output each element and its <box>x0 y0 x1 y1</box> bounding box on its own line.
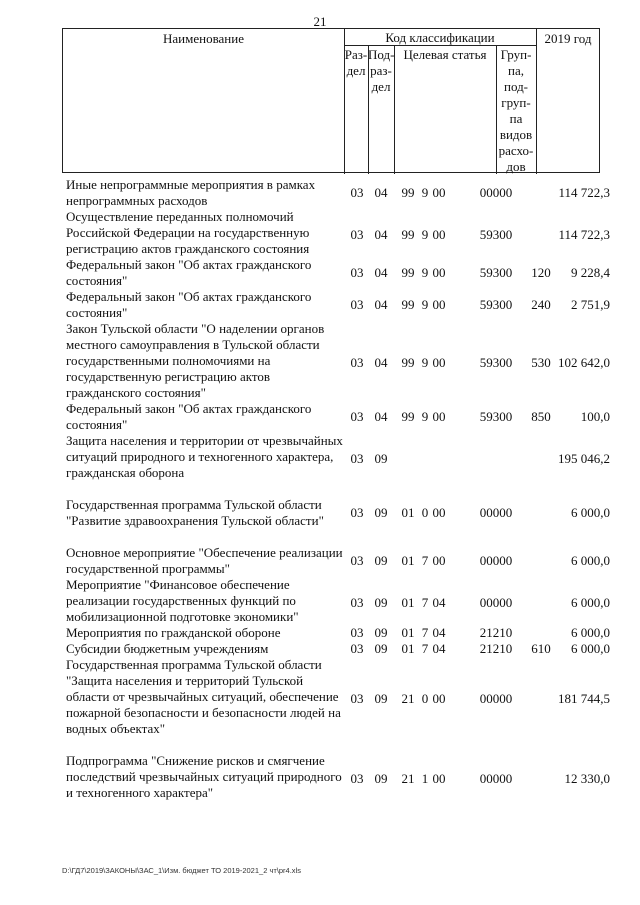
code-program: 99 <box>401 227 415 242</box>
row-name: Федеральный закон "Об актах гражданского состояния" <box>66 257 312 288</box>
code-event: 00 <box>432 771 446 786</box>
row-name: Государственная программа Тульской области "Развитие здравоохранения Тульской области" <box>66 497 324 528</box>
row-name: Основное мероприятие "Обеспечение реализации государственной программы" <box>66 545 343 576</box>
header-classification: Код классификации <box>385 30 495 45</box>
code-expense-type: 850 <box>531 409 551 424</box>
amount-2019: 114 722,3 <box>558 227 610 242</box>
code-direction: 00000 <box>479 691 513 706</box>
row-name: Государственная программа Тульской области "Защита населения и территорий Тульской области от чрезвычайных ситуаций, обеспечение пожарной безопасности и безопасности людей на водных объектах" <box>66 657 341 736</box>
code-program: 99 <box>401 297 415 312</box>
code-subprogram: 9 <box>421 297 429 312</box>
divider <box>394 45 395 174</box>
code-subprogram: 9 <box>421 227 429 242</box>
code-razdel: 03 <box>350 505 364 520</box>
code-podrazdel: 09 <box>374 691 388 706</box>
table-row <box>62 177 610 209</box>
code-razdel: 03 <box>350 595 364 610</box>
code-program: 99 <box>401 185 415 200</box>
code-podrazdel: 09 <box>374 771 388 786</box>
header-razdel: Раз- дел <box>344 47 368 78</box>
code-razdel: 03 <box>350 185 364 200</box>
footer-file-path: D:\ГД7\2019\ЗАКОНЫ\ЗАС_1\Изм. бюджет ТО 2019-2021_2 чт\pr4.xls <box>62 866 301 875</box>
row-name: Федеральный закон "Об актах гражданского состояния" <box>66 401 312 432</box>
code-razdel: 03 <box>350 625 364 640</box>
code-podrazdel: 04 <box>374 297 388 312</box>
code-program: 01 <box>401 595 415 610</box>
header-group: Груп- па, под- груп- па видов расхо- дов <box>498 47 534 174</box>
code-podrazdel: 09 <box>374 641 388 656</box>
code-program: 21 <box>401 691 415 706</box>
code-razdel: 03 <box>350 451 364 466</box>
code-podrazdel: 04 <box>374 185 388 200</box>
amount-2019: 6 000,0 <box>571 553 610 568</box>
code-podrazdel: 04 <box>374 227 388 242</box>
code-razdel: 03 <box>350 641 364 656</box>
code-razdel: 03 <box>350 409 364 424</box>
code-event: 04 <box>432 625 446 640</box>
code-razdel: 03 <box>350 297 364 312</box>
row-name: Подпрограмма "Снижение рисков и смягчение последствий чрезвычайных ситуаций природного и техногенного характера" <box>66 753 342 800</box>
code-subprogram: 9 <box>421 185 429 200</box>
amount-2019: 9 228,4 <box>571 265 610 280</box>
code-direction: 59300 <box>479 227 513 242</box>
code-subprogram: 1 <box>421 771 429 786</box>
code-subprogram: 0 <box>421 691 429 706</box>
header-name: Наименование <box>163 31 244 46</box>
code-event: 00 <box>432 227 446 242</box>
code-subprogram: 9 <box>421 355 429 370</box>
code-program: 01 <box>401 641 415 656</box>
code-razdel: 03 <box>350 553 364 568</box>
code-direction: 59300 <box>479 409 513 424</box>
table-row <box>62 577 610 625</box>
code-expense-type: 120 <box>531 265 551 280</box>
code-subprogram: 9 <box>421 409 429 424</box>
table-row <box>62 401 610 433</box>
code-expense-type: 240 <box>531 297 551 312</box>
table-row <box>62 545 610 577</box>
row-name: Мероприятие "Финансовое обеспечение реализации государственных функций по мобилизационной подготовке экономики" <box>66 577 299 624</box>
code-event: 00 <box>432 691 446 706</box>
code-event: 00 <box>432 355 446 370</box>
header-target: Целевая статья <box>403 47 487 62</box>
code-podrazdel: 09 <box>374 505 388 520</box>
table-row <box>62 641 610 657</box>
code-expense-type: 530 <box>531 355 551 370</box>
amount-2019: 6 000,0 <box>571 505 610 520</box>
amount-2019: 2 751,9 <box>571 297 610 312</box>
code-razdel: 03 <box>350 355 364 370</box>
table-header <box>62 28 600 173</box>
code-direction: 59300 <box>479 355 513 370</box>
code-event: 00 <box>432 185 446 200</box>
code-direction: 00000 <box>479 553 513 568</box>
code-program: 21 <box>401 771 415 786</box>
code-event: 00 <box>432 409 446 424</box>
amount-2019: 12 330,0 <box>564 771 610 786</box>
code-direction: 21210 <box>479 625 513 640</box>
code-event: 00 <box>432 265 446 280</box>
code-direction: 00000 <box>479 595 513 610</box>
code-event: 04 <box>432 641 446 656</box>
code-program: 01 <box>401 505 415 520</box>
table-row <box>62 497 610 545</box>
table-row <box>62 433 610 497</box>
amount-2019: 100,0 <box>580 409 610 424</box>
divider <box>536 29 537 174</box>
header-podrazdel: Под- раз- дел <box>368 47 395 94</box>
code-subprogram: 9 <box>421 265 429 280</box>
code-program: 01 <box>401 553 415 568</box>
code-subprogram: 7 <box>421 553 429 568</box>
code-subprogram: 7 <box>421 595 429 610</box>
code-program: 99 <box>401 355 415 370</box>
code-podrazdel: 04 <box>374 355 388 370</box>
table-row <box>62 257 610 289</box>
code-event: 04 <box>432 595 446 610</box>
row-name: Федеральный закон "Об актах гражданского состояния" <box>66 289 312 320</box>
code-program: 99 <box>401 409 415 424</box>
code-direction: 00000 <box>479 185 513 200</box>
code-direction: 21210 <box>479 641 513 656</box>
code-razdel: 03 <box>350 771 364 786</box>
code-razdel: 03 <box>350 691 364 706</box>
code-program: 01 <box>401 625 415 640</box>
amount-2019: 114 722,3 <box>558 185 610 200</box>
amount-2019: 181 744,5 <box>558 691 610 706</box>
row-name: Мероприятия по гражданской обороне <box>66 625 281 640</box>
table-row <box>62 625 610 641</box>
code-podrazdel: 04 <box>374 409 388 424</box>
code-razdel: 03 <box>350 227 364 242</box>
code-direction: 00000 <box>479 771 513 786</box>
code-razdel: 03 <box>350 265 364 280</box>
table-row <box>62 321 610 401</box>
row-name: Защита населения и территории от чрезвычайных ситуаций природного и техногенного характера, гражданская оборона <box>66 433 343 480</box>
code-direction: 00000 <box>479 505 513 520</box>
row-name: Осуществление переданных полномочий Российской Федерации на государственную регистрацию актов гражданского состояния <box>66 209 310 256</box>
code-podrazdel: 09 <box>374 595 388 610</box>
code-subprogram: 0 <box>421 505 429 520</box>
code-podrazdel: 04 <box>374 265 388 280</box>
code-event: 00 <box>432 505 446 520</box>
table-row <box>62 289 610 321</box>
code-direction: 59300 <box>479 297 513 312</box>
code-program: 99 <box>401 265 415 280</box>
code-podrazdel: 09 <box>374 625 388 640</box>
amount-2019: 102 642,0 <box>558 355 610 370</box>
amount-2019: 6 000,0 <box>571 625 610 640</box>
table-row <box>62 209 610 257</box>
amount-2019: 6 000,0 <box>571 595 610 610</box>
code-direction: 59300 <box>479 265 513 280</box>
code-event: 00 <box>432 553 446 568</box>
row-name: Иные непрограммные мероприятия в рамках непрограммных расходов <box>66 177 316 208</box>
page-number: 21 <box>313 14 327 29</box>
code-subprogram: 7 <box>421 625 429 640</box>
table-row <box>62 657 610 753</box>
row-name: Закон Тульской области "О наделении органов местного самоуправления в Тульской области государственными полномочиями на государственную регистрацию актов гражданского состояния" <box>66 321 325 400</box>
code-expense-type: 610 <box>531 641 551 656</box>
amount-2019: 6 000,0 <box>571 641 610 656</box>
code-podrazdel: 09 <box>374 451 388 466</box>
amount-2019: 195 046,2 <box>558 451 610 466</box>
code-event: 00 <box>432 297 446 312</box>
code-podrazdel: 09 <box>374 553 388 568</box>
row-name: Субсидии бюджетным учреждениям <box>66 641 269 656</box>
header-year: 2019 год <box>544 31 592 46</box>
code-subprogram: 7 <box>421 641 429 656</box>
table-row <box>62 753 610 817</box>
